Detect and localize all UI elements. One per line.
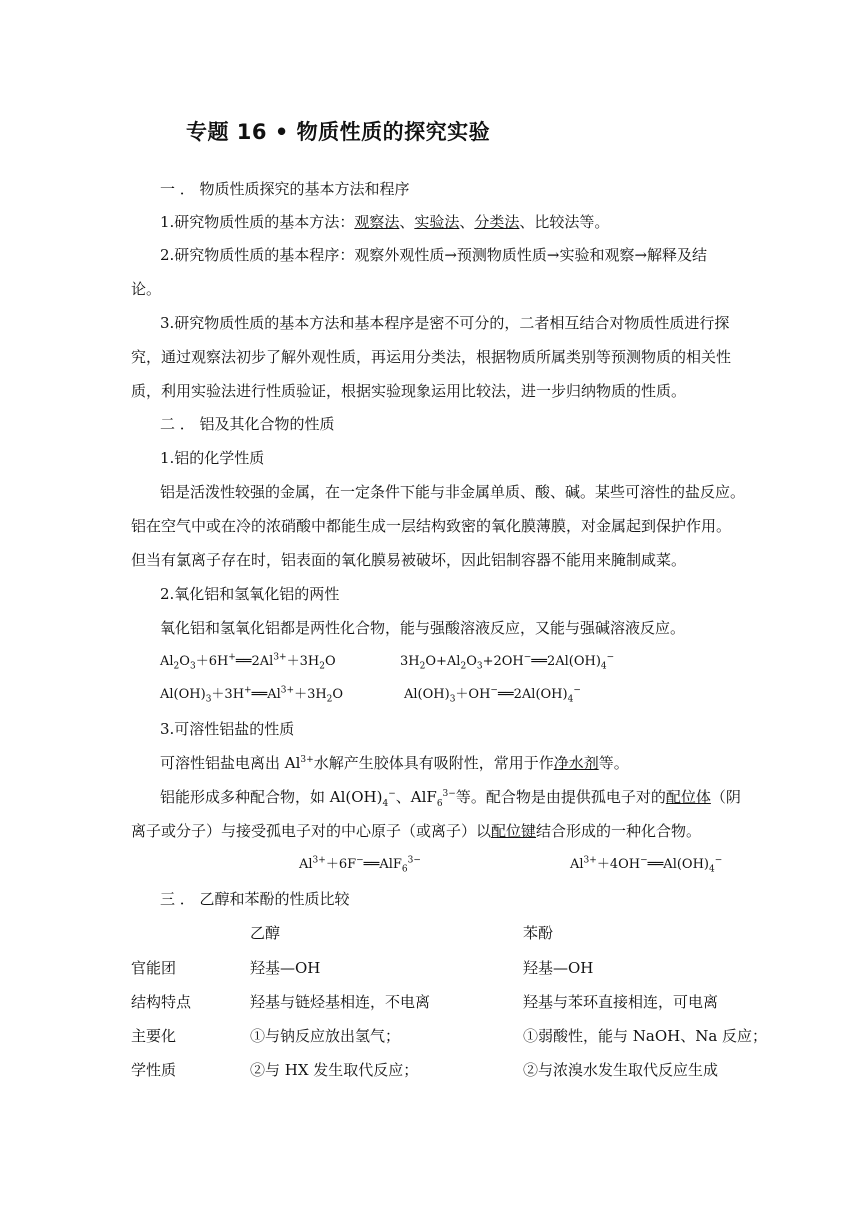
paragraph-2-line-1: 2.研究物质性质的基本程序：观察外观性质→预测物质性质→实验和观察→解释及结 — [160, 246, 708, 264]
table-cell: 羟基与链烃基相连，不电离 — [250, 993, 431, 1011]
paragraph-3-line-3: 质，利用实验法进行性质验证，根据实验现象运用比较法，进一步归纳物质的性质。 — [131, 382, 687, 400]
text: 水解产生胶体具有吸附性，常用于作 — [313, 754, 554, 772]
table-header-phenol: 苯酚 — [523, 924, 554, 942]
subsection-2-1: 1.铝的化学性质 — [160, 449, 265, 467]
section-2-heading: 二 ． 铝及其化合物的性质 — [160, 415, 335, 433]
equation-3: $Al(OH)_3+3H^+══Al^{3+}+3H_2O$ — [160, 685, 344, 705]
text: 等。配合物是由提供孤电子对的 — [455, 788, 666, 806]
text: 、AlF — [395, 788, 437, 806]
equation-2: $3H_2O+Al_2O_3+2OH^-══2Al(OH)_4^-$ — [400, 652, 615, 672]
text: （阴 — [710, 788, 741, 806]
soluble-aluminum-salt-text — [160, 753, 629, 773]
table-header-ethanol: 乙醇 — [250, 924, 281, 942]
text: 、比较法等。 — [519, 213, 610, 231]
amphoteric-text: 氧化铝和氢氧化铝都是两性化合物，能与强酸溶液反应，又能与强碱溶液反应。 — [160, 619, 686, 637]
text: 、 — [459, 213, 475, 231]
aluminum-text-line-2: 铝在空气中或在冷的浓硝酸中都能生成一层结构致密的氧化膜薄膜，对金属起到保护作用。 — [131, 517, 732, 535]
table-row-label: 主要化 — [131, 1027, 177, 1045]
method-experiment: 实验法 — [414, 213, 460, 231]
table-cell: ①与钠反应放出氢气； — [250, 1027, 401, 1045]
table-cell: ①弱酸性，能与 NaOH、Na 反应； — [523, 1027, 768, 1045]
paragraph-3-line-2: 究，通过观察法初步了解外观性质，再运用分类法，根据物质所属类别等预测物质的相关性 — [131, 348, 732, 366]
text: 离子或分子）与接受孤电子对的中心原子（或离子）以 — [131, 822, 492, 840]
term-water-purifier: 净水剂 — [553, 754, 599, 772]
table-row-label: 结构特点 — [131, 993, 192, 1011]
section-3-heading: 三 ． 乙醇和苯酚的性质比较 — [160, 890, 350, 908]
equation-6: $Al^{3+}+4OH^-══Al(OH)_4^-$ — [570, 855, 723, 875]
complex-text-line-2 — [131, 821, 701, 841]
page-title: 专题 16 • 物质性质的探究实验 — [186, 120, 491, 144]
table-row-label: 官能团 — [131, 959, 177, 977]
subsection-2-2: 2.氧化铝和氢氧化铝的两性 — [160, 585, 340, 603]
table-cell: 羟基—OH — [250, 959, 321, 977]
term-ligand: 配位体 — [665, 788, 711, 806]
text: 结合形成的一种化合物。 — [536, 822, 702, 840]
table-cell: ②与 HX 发生取代反应； — [250, 1061, 419, 1079]
section-1-heading: 一 ． 物质性质探究的基本方法和程序 — [160, 180, 410, 198]
superscript: 3+ — [300, 755, 314, 765]
table-row-label: 学性质 — [131, 1061, 177, 1079]
table-cell: ②与浓溴水发生取代反应生成 — [523, 1061, 719, 1079]
term-coordinate-bond: 配位键 — [491, 822, 537, 840]
text: 、 — [399, 213, 415, 231]
method-classification: 分类法 — [474, 213, 520, 231]
paragraph-3-line-1: 3.研究物质性质的基本方法和基本程序是密不可分的，二者相互结合对物质性质进行探 — [160, 314, 730, 332]
text: 等。 — [598, 754, 629, 772]
equation-1: $Al_2O_3+6H^+══2Al^{3+}+3H_2O$ — [160, 652, 336, 672]
paragraph-2-line-2: 论。 — [131, 280, 162, 298]
text: 铝能形成多种配合物，如 Al(OH) — [160, 788, 383, 806]
complex-text-line-1: 铝能形成多种配合物，如 $Al(OH)_4^-$、AlF$_6^{3-}$等。配合物是由提供孤电子对的配位体（阴 — [160, 788, 741, 809]
aluminum-text-line-3: 但当有氯离子存在时，铝表面的氧化膜易被破坏，因此铝制容器不能用来腌制咸菜。 — [131, 551, 687, 569]
method-observation: 观察法 — [354, 213, 400, 231]
text: 1.研究物质性质的基本方法： — [160, 213, 355, 231]
table-cell: 羟基—OH — [523, 959, 594, 977]
aluminum-text-line-1: 铝是活泼性较强的金属，在一定条件下能与非金属单质、酸、碱。某些可溶性的盐反应。 — [160, 483, 746, 501]
paragraph-1 — [160, 212, 609, 232]
equation-5: $Al^{3+}+6F^-══AlF_6^{3-}$ — [299, 855, 421, 875]
equation-4: $Al(OH)_3+OH^-══2Al(OH)_4^-$ — [404, 685, 581, 705]
subsection-2-3: 3.可溶性铝盐的性质 — [160, 720, 295, 738]
text: 可溶性铝盐电离出 Al — [160, 754, 301, 772]
table-cell: 羟基与苯环直接相连，可电离 — [523, 993, 719, 1011]
